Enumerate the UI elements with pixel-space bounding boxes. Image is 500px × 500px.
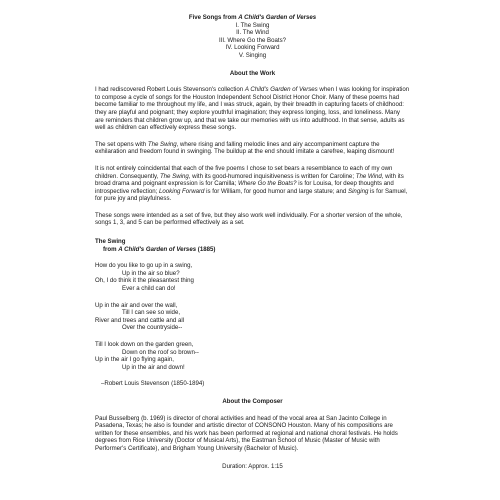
poem-line: Till I look down on the garden green, [95, 341, 194, 348]
poem-line: Over the countryside-- [122, 324, 183, 332]
document-page [95, 14, 410, 470]
about-composer-paragraph: Paul Busselberg (b. 1969) is director of choral activities and head of the vocal area at San Jacinto College in Pasadena, Texas; he also is founder and artistic director of CONSONO Houston. Many of his compositions are written for these ensembles, and his work has been performed at regional and national choral festivals. He holds degrees from Rice University (Doctor of Musical Arts), the Eastman School of Music (Master of Music with Performer's Certificate), and Brigham Young University (Bachelor of Music). [95, 414, 398, 452]
poem-source: from A Child's Garden of Verses (1885) [103, 245, 216, 253]
poem-stanza [95, 262, 410, 292]
song-list [95, 22, 410, 60]
song-item: I. The Swing [235, 21, 270, 29]
about-work-paragraph: These songs were intended as a set of five, but they also work well individually. For a shorter version of the whole, songs 1, 3, and 5 can be performed effectively as a set. [95, 211, 403, 227]
document-title [95, 14, 410, 22]
song-item: IV. Looking Forward [225, 44, 280, 52]
about-composer-heading: About the Composer [222, 397, 283, 405]
poem-line: Up in the air so blue? [122, 269, 180, 277]
title-main: Five Songs from A Child's Garden of Verses [188, 14, 317, 21]
poem-attribution: –Robert Louis Stevenson (1850-1894) [101, 380, 205, 388]
poem-line: How do you like to go up in a swing, [95, 262, 193, 270]
about-work-heading: About the Work [229, 69, 276, 77]
poem-line: Ever a child can do! [122, 285, 176, 293]
about-work-paragraph: The set opens with The Swing, where rising and falling melodic lines and airy accompaniment capture the exhilaration and freedom found in swinging. The buildup at the end should imitate a carefree, leaping dismount! [95, 140, 395, 156]
song-item: V. Singing [238, 51, 267, 59]
poem-line: River and trees and cattle and all [95, 316, 185, 324]
poem-title: The Swing [95, 238, 126, 246]
about-work-paragraph: It is not entirely coincidental that each of the five poems I chose to set bears a resemblance to each of my own children. Consequently, The Swing, with its good-humored inquisitiveness is written for Caroline; The Wind, with its broad drama and poignant expression is for Camilla; Where Go the Boats? is for Louisa, for deep thoughts and introspective reflection; Looking Forward is for William, for good humor and large stature; and Singing is for Samuel, for pure joy and playfulness. [95, 164, 408, 203]
poem-stanza [95, 302, 410, 332]
poem-line: Up in the air I go flying again, [95, 356, 174, 364]
poem-line: Up in the air and over the wall, [95, 301, 178, 309]
poem-line: Till I can see so wide, [122, 309, 181, 317]
poem-line: Oh, I do think it the pleasantest thing [95, 277, 194, 285]
song-item: II. The Wind [236, 29, 269, 37]
poem-line: Down on the roof so brown-- [122, 348, 199, 356]
duration-note: Duration: Approx. 1:15 [222, 462, 283, 470]
about-work-paragraph: I had rediscovered Robert Louis Stevenson's collection A Child's Garden of Verses when I was looking for inspiration to compose a cycle of songs for the Houston Independent School District Honor Choir. Many of these poems had become familiar to me throughout my life, and I was struck, again, by their breadth in capturing facets of childhood: they are playful and poignant; they explore youthful imagination; they express longing, loss, and loneliness. Many are reminders that children grow up, and that we take our memories with us into adulthood. In that sense, adults as well as children can effectively express these songs. [95, 86, 410, 132]
song-item: III. Where Go the Boats? [218, 36, 287, 44]
poem-line: Up in the air and down! [122, 363, 185, 371]
poem-stanza [95, 341, 410, 371]
